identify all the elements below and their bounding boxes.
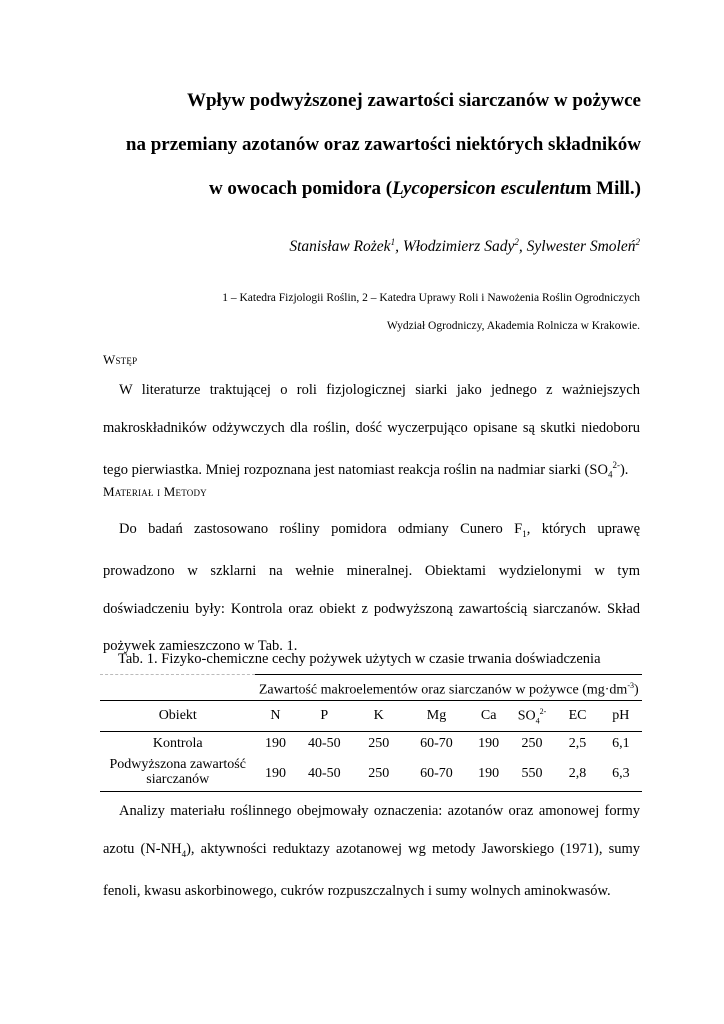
author-list: Stanisław Rożek$^1$, Włodzimierz Sady$^2$, Sylwester Smoleń$^2$ xyxy=(289,237,640,256)
table-cell: 190 xyxy=(478,736,500,752)
table-header-ph: pH xyxy=(600,700,642,731)
paper-title-line-2: na przemiany azotanów oraz zawartości niektórych składników xyxy=(125,134,641,155)
table-caption: Tab. 1. Fizyko-chemiczne cechy pożywek użytych w czasie trwania doświadczenia xyxy=(118,651,601,667)
introduction-paragraph: W literaturze traktującej o roli fizjologicznej siarki jako jednego z ważniejszych makroskładników odżywczych dla roślin, dość wyczerpująco opisane są skutki niedoboru tego pierwiastka. Mniej rozpoznana jest natomiast reakcja roślin na nadmiar siarki $(SO_4^{2-})$. xyxy=(103,382,640,480)
table-cell: 6,1 xyxy=(612,736,630,752)
section-heading-methods: Materiał i Metody xyxy=(103,484,207,499)
table-header-blank xyxy=(100,675,255,701)
table-column-header-row xyxy=(100,700,642,731)
table-cell-obiekt: Podwyższona zawartość siarczanów xyxy=(100,755,255,792)
affiliation-line-2: Wydział Ogrodniczy, Akademia Rolnicza w Krakowie. xyxy=(386,320,640,332)
table-group-header: Zawartość makroelementów oraz siarczanów w pożywce $(mg\cdot dm^{-3})$ xyxy=(255,675,642,701)
table-header-n: N xyxy=(255,700,295,731)
table-header-mg: Mg xyxy=(404,700,468,731)
analysis-paragraph: Analizy materiału roślinnego obejmowały oznaczenia: azotanów oraz amonowej formy azotu $(N-NH_4)$, aktywności reduktazy azotanowej wg metody Jaworskiego (1971), sumy fenoli, kwasu askorbinowego, cukrów rozpuszczalnych i sumy wolnych aminokwasów. xyxy=(103,803,640,899)
table-cell: 40-50 xyxy=(295,755,353,792)
table-row xyxy=(100,755,642,792)
table-header-k: K xyxy=(353,700,404,731)
table-cell: 2,5 xyxy=(568,736,587,752)
paper-title-line-3: w owocach pomidora (Lycopersicon esculentum Mill.) xyxy=(208,178,641,199)
table-cell: 40-50 xyxy=(307,736,341,752)
table-cell: 60-70 xyxy=(420,736,453,752)
methods-paragraph: Do badań zastosowano rośliny pomidora odmiany Cunero $F_1$, których uprawę prowadzono w szklarni na wełnie mineralnej. Obiektami wydzielonymi w tym doświadczeniu były: Kontrola oraz obiekt z podwyższoną zawartością siarczanów. Skład pożywek zamieszczono w Tab. 1. xyxy=(103,521,641,655)
paper-title-line-1: Wpływ podwyższonej zawartości siarczanów w pożywce xyxy=(186,90,641,111)
table-header-p: P xyxy=(295,700,353,731)
table-cell-obiekt: Kontrola xyxy=(152,736,203,752)
table-cell: 250 xyxy=(521,736,543,752)
table-cell: 60-70 xyxy=(404,755,468,792)
table-group-header-row xyxy=(100,675,642,701)
table-cell: 550 xyxy=(509,755,556,792)
affiliation-line-1: 1 – Katedra Fizjologii Roślin, 2 – Katedra Uprawy Roli i Nawożenia Roślin Ogrodniczych xyxy=(222,292,640,304)
table-cell: 190 xyxy=(469,755,509,792)
table-cell: 190 xyxy=(255,755,295,792)
table-cell: 190 xyxy=(264,736,286,752)
nutrient-table xyxy=(100,674,642,792)
table-header-obiekt: Obiekt xyxy=(100,700,255,731)
table-header-ca: Ca xyxy=(469,700,509,731)
section-heading-introduction: Wstęp xyxy=(103,352,138,367)
table-header-so4: $SO_4^{2-}$ xyxy=(509,700,556,731)
table-header-ec: EC xyxy=(555,700,599,731)
table-cell: 250 xyxy=(368,736,390,752)
table-cell: 6,3 xyxy=(600,755,642,792)
table-cell: 2,8 xyxy=(555,755,599,792)
table-cell: 250 xyxy=(353,755,404,792)
table-row xyxy=(100,732,642,756)
